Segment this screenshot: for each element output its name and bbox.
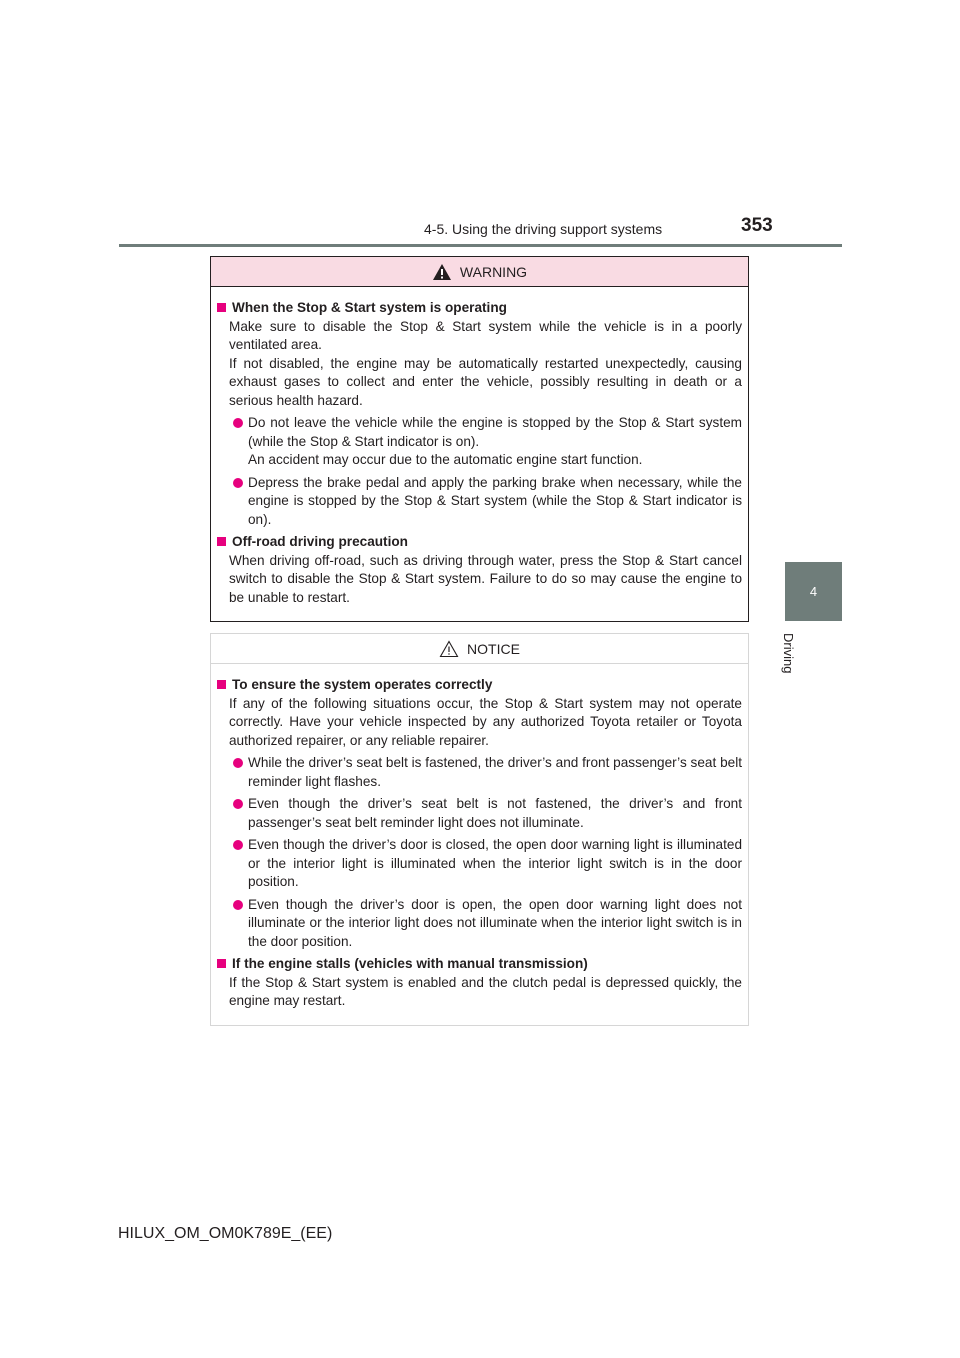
circle-bullet-icon [233, 799, 243, 809]
notice-box [210, 633, 749, 1026]
notice-triangle-icon [439, 640, 459, 658]
circle-bullet-icon [233, 418, 243, 428]
chapter-name: Driving [781, 633, 796, 674]
notice-header [211, 634, 748, 664]
square-bullet-icon [217, 537, 226, 546]
section-title: 4-5. Using the driving support systems [424, 221, 663, 237]
notice-section-title: If the engine stalls (vehicles with manual transmission) [217, 955, 742, 974]
document-code: HILUX_OM_OM0K789E_(EE) [118, 1225, 333, 1242]
chapter-number: 4 [809, 584, 818, 599]
header-rule [119, 244, 842, 247]
chapter-tab[interactable] [785, 562, 842, 621]
warning-bullet: Depress the brake pedal and apply the parking brake when necessary, while the engine is stopped by the Stop & Start system (while the Stop & Start indicator is on). [233, 474, 742, 530]
notice-bullet: Even though the driver’s door is closed, the open door warning light is illuminated or the interior light is illuminated when the interior light switch is in the door position. [233, 836, 742, 892]
notice-bullet: Even though the driver’s seat belt is not fastened, the driver’s and front passenger’s seat belt reminder light does not illuminate. [233, 795, 742, 832]
notice-paragraph: If any of the following situations occur, the Stop & Start system may not operate correctly. Have your vehicle inspected by any authorized Toyota retailer or Toyota authorized repairer, or any reliable repairer. [229, 695, 742, 748]
circle-bullet-icon [233, 758, 243, 768]
warning-bullet: Do not leave the vehicle while the engine is stopped by the Stop & Start system (while the Stop & Start indicator is on). An accident may occur due to the automatic engine start function. [233, 414, 742, 470]
notice-bullet: Even though the driver’s door is open, the open door warning light does not illuminate or the interior light does not illuminate when the interior light switch is in the door position. [233, 896, 742, 952]
square-bullet-icon [217, 303, 226, 312]
page-number: 353 [741, 215, 773, 236]
warning-heading: WARNING [459, 263, 528, 280]
circle-bullet-icon [233, 478, 243, 488]
square-bullet-icon [217, 680, 226, 689]
warning-paragraph: When driving off-road, such as driving through water, press the Stop & Start cancel switch to disable the Stop & Start system. Failure to do so may cause the engine to be unable to restart. [229, 552, 742, 605]
circle-bullet-icon [233, 840, 243, 850]
square-bullet-icon [217, 959, 226, 968]
warning-header [211, 257, 748, 287]
warning-section-title: When the Stop & Start system is operating [217, 299, 742, 318]
warning-paragraph: Make sure to disable the Stop & Start system while the vehicle is in a poorly ventilated area. If not disabled, the engine may be automatically restarted unexpectedly, causing exhaust gases to collect and enter the vehicle, possibly resulting in death or a serious health hazard. [229, 318, 742, 408]
warning-triangle-icon [432, 263, 452, 281]
notice-paragraph: If the Stop & Start system is enabled and the clutch pedal is depressed quickly, the engine may restart. [229, 974, 742, 1008]
notice-bullet: While the driver’s seat belt is fastened, the driver’s and front passenger’s seat belt reminder light flashes. [233, 754, 742, 791]
circle-bullet-icon [233, 900, 243, 910]
warning-section-title: Off-road driving precaution [217, 533, 742, 552]
warning-box [210, 256, 749, 622]
notice-section-title: To ensure the system operates correctly [217, 676, 742, 695]
notice-heading: NOTICE [467, 640, 520, 657]
